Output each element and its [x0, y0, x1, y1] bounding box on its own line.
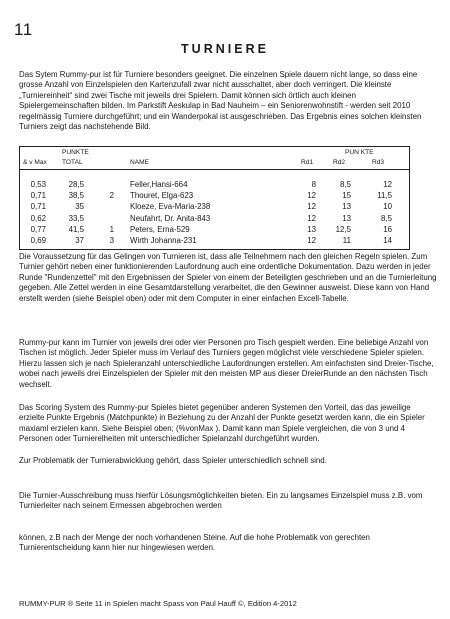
cell-name: Peters, Erna-529 — [130, 224, 190, 234]
cell-vmax: 0,69 — [30, 236, 46, 245]
cell-rd3: 11,5 — [377, 191, 392, 201]
header-name: NAME — [130, 159, 150, 166]
cell-rd2: 8,5 — [340, 180, 351, 189]
cell-name: Neufahrt, Dr. Anita-843 — [130, 213, 211, 223]
header-rd3: Rd3 — [372, 159, 385, 166]
paragraph-speed-2: Die Turnier-Ausschreibung muss hierfür Lösungsmöglichkeiten bieten. Ein zu langsames Einzelspiel muss z.B. vom Turnierleiter nach seinem Ermessen abgebrochen werden — [19, 491, 423, 511]
cell-rank: 1 — [109, 224, 114, 234]
cell-rd1: 12 — [307, 191, 316, 201]
paragraph-speed-3: können, z.B nach der Menge der noch vorhandenen Steine. Auf die hohe Problematik von gerechten Turnierentscheidung kann hier nur hingewiesen werden. — [19, 533, 370, 553]
cell-name: Kloeze, Eva-Maria-238 — [130, 202, 211, 212]
cell-rd1: 8 — [311, 180, 316, 189]
cell-total: 35 — [75, 202, 84, 212]
cell-rd2: 12,5 — [335, 224, 351, 234]
tournament-result-table — [19, 146, 410, 250]
paragraph-rules: Die Voraussetzung für das Gelingen von Turnieren ist, dass alle Teilnehmern nach den gleichen Regeln spielen. Zum Turnier gehört neben einer funktionierenden Laufordnung auch eine ordentliche Dokumentation. Dazu werden in jeder Runde "Rundenzettel" mit den Ergebnissen der Spieler von einem der Beteiligten geschrieben und an die Turnierleitung gegeben. Alle Zettel werden in eine Gesamtdarstellung verarbeitet, die den Gewinner ausweist. Diese kann von Hand erstellt werden (siehe Beispiel oben) oder mit dem Computer in einer einfachen Excell-Tabelle. — [19, 252, 437, 303]
page-number: 11 — [14, 20, 33, 39]
intro-paragraph: Das Sytem Rummy-pur ist für Turniere besonders geeignet. Die einzelnen Spiele dauern nicht lange, so dass eine grosse Anzahl von Einzelspielen den Kartenzufall zwar nicht ausschaltet, aber doch verringert. Die kleinste „Turniereinheit“ sind zwei Tische mit jeweils drei Spielern. Damit können sich örtlich auch kleinen Spielergemeinschaften bilden. Im Parkstift Aeskulap in Bad Nauheim – ein Seniorenwohnstift - werden seit 2010 regelmässig Turniere durchgeführt; und ein Wanderpokal ist ausgeschrieben. Das Ergebnis eines solchen kleinsten Turniers zeigt das nachstehende Bild. — [19, 70, 422, 132]
page-footer: RUMMY-PUR ® Seite 11 in Spielen macht Spass von Paul Hauff ©, Edition 4-2012 — [19, 599, 297, 608]
paragraph-scoring: Das Scoring System des Rummy-pur Spieles bietet gegenüber anderen Systemen den Vorteil, das das jeweilige erzielte Punkte Ergebnis (Matchpunkte) in Beziehung zu der Anzahl der Punkte gesetzt werden kann, die ein Spieler maxiaml erzielen kann. Siehe Beispiel oben; (%vonMax ). Damit kann man Spiele vergleichen, die von 3 und 4 Personen oder Turnierelheiten mit unterschiedlicher Spielanzahl durchgeführt wurden. — [19, 403, 425, 444]
header-punkte: PUNKTE — [62, 149, 89, 156]
cell-vmax: 0,71 — [30, 202, 46, 212]
header-vmax: & v Max — [23, 159, 47, 166]
page-title: TURNIERE — [181, 42, 269, 56]
cell-vmax: 0,71 — [30, 191, 46, 201]
cell-rd2: 11 — [342, 236, 351, 245]
cell-total: 37 — [75, 236, 84, 245]
paragraph-tables: Rummy-pur kann im Turnier von jeweils drei oder vier Personen pro Tisch gespielt werden. Eine beliebige Anzahl von Tischen ist möglich. Jeder Spieler muss im Verlauf des Turniers gegen möglichst viele verschiedene Spieler spielen. Hierzu lassen sich je nach Spieleranzahl unterschiedliche Laufordnungen erstellen. Am einfachsten sind Dreier-Tische, wobei nach jeweils drei Einzelspielen der Spieler mit den meisten MP aus dieser DreierRunde an den nächsten Tisch wechselt. — [19, 338, 434, 389]
cell-rd3: 12 — [383, 180, 392, 189]
cell-total: 33,5 — [68, 213, 84, 223]
cell-name: Feller,Hansi-664 — [130, 180, 188, 189]
cell-total: 38,5 — [68, 191, 84, 201]
header-rd1: Rd1 — [301, 159, 314, 166]
cell-name: Thouret, Elga-623 — [130, 191, 194, 201]
cell-vmax: 0,77 — [30, 224, 46, 234]
cell-rd3: 8,5 — [381, 213, 392, 223]
cell-rd1: 12 — [307, 213, 316, 223]
cell-rd3: 14 — [383, 236, 392, 245]
cell-vmax: 0,62 — [30, 213, 46, 223]
cell-vmax: 0,53 — [30, 180, 46, 189]
cell-rd1: 13 — [307, 224, 316, 234]
header-divider — [20, 169, 409, 170]
header-punkte-rounds: PUN KTE — [345, 149, 374, 156]
cell-rd1: 12 — [307, 236, 316, 245]
cell-rd2: 13 — [342, 202, 351, 212]
cell-rd3: 16 — [383, 224, 392, 234]
cell-rank: 3 — [109, 236, 114, 245]
cell-rd1: 12 — [307, 202, 316, 212]
paragraph-speed-1: Zur Problematik der Turnierabwicklung gehört, dass Spieler unterschiedlich schnell sind. — [19, 456, 327, 465]
header-total: TOTAL — [62, 159, 83, 166]
cell-rd3: 10 — [383, 202, 392, 212]
cell-rd2: 15 — [342, 191, 351, 201]
cell-total: 28,5 — [68, 180, 84, 189]
cell-name: Wirth Johanna-231 — [130, 236, 197, 245]
header-rd2: Rd2 — [333, 159, 346, 166]
cell-rank: 2 — [109, 191, 114, 201]
cell-rd2: 13 — [342, 213, 351, 223]
cell-total: 41,5 — [68, 224, 84, 234]
